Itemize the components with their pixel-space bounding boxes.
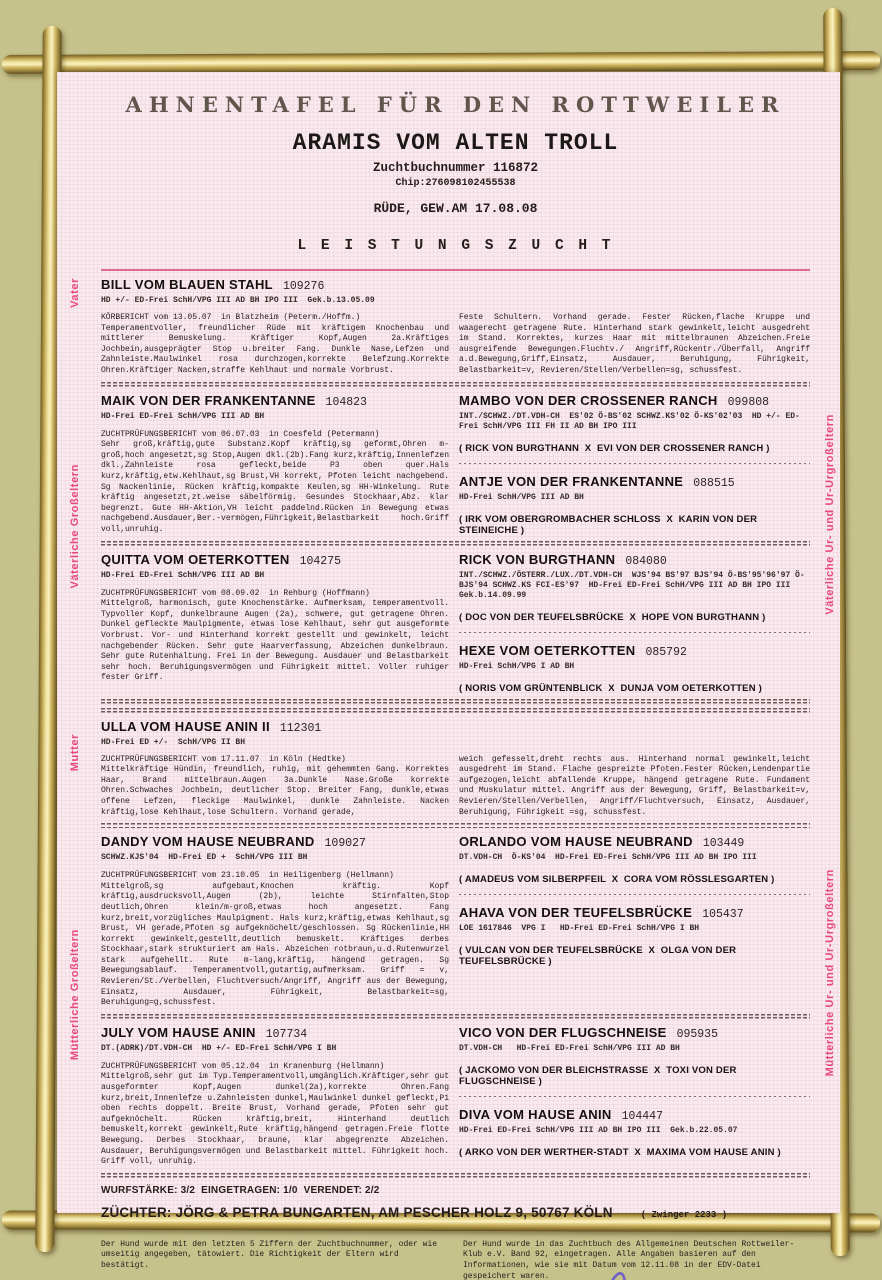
- ancestor-number: 107734: [265, 1027, 308, 1041]
- ancestor-number: 104823: [325, 395, 367, 409]
- breeding-class: L E I S T U N G S Z U C H T: [297, 238, 614, 254]
- separator-dotted: [459, 463, 810, 465]
- ancestor-titles: INT./SCHWZ./ÖSTERR./LUX./DT.VDH-CH WJS'94 BS'97 BJS'94 Ö-BS'95'96'97 Ö-BJS'94 SCHWZ.KS FCI-ES'97 HD-Frei ED-Frei SchH/VPG III AD BH IPO III Gek.b.14.09.99: [459, 570, 805, 600]
- ancestor-titles: SCHWZ.KJS'04 HD-Frei ED + SchH/VPG III BH: [101, 853, 308, 863]
- ancestor-name: QUITTA VOM OETERKOTTEN: [101, 551, 290, 567]
- ancestor-titles: INT./SCHWZ./DT.VDH-CH ES'02 Ö-BS'02 SCHWZ.KS'02 Ö-KS'02'03 HD +/- ED-Frei SchH/VPG III FH II AD BH IPO III: [459, 411, 800, 431]
- paper-content: [57, 72, 840, 1280]
- ancestor-parents: ( VULCAN VON DER TEUFELSBRÜCKE X OLGA VON DER TEUFELSBRÜCKE ): [459, 945, 740, 968]
- report-title: ZUCHTPRÜFUNGSBERICHT vom 06.07.03 in Coesfeld (Petermann): [101, 429, 380, 439]
- ancestor-parents: ( AMADEUS VOM SILBERPFEIL X CORA VOM RÖSSLESGARTEN ): [459, 874, 775, 886]
- separator-line: [101, 541, 810, 546]
- mother-report-left: Mittelkräftige Hündin, freundlich, ruhig, mit gehemmten Gang. Korrektes Haar, Brand mittelbraun.Augen 3a.Dunkle Nase.Große korrekte Ohren.Schwaches Jochbein, deutlicher Stop. Breiter Fang, dunkle,etwas offene Lefzen, fleckige Maulwinkel, dunkle Zahnleiste. Nacken kräftig,lose Kehlhaut,lose Schultern. Vorhand gerade,: [101, 765, 449, 817]
- mother-report-right: weich gefesselt,dreht rechts aus. Hinterhand normal gewinkelt,leicht ausgedreht im Stand. Flache gespreizte Pfoten.Fester Rücken,Lendenpartie aufgezogen,leicht abfallende Kruppe, hängend getragene Rute. Fundament und Muskulatur mittel. Angriff aus der Bewegung, Griff, Belastbarkeit=v, Revieren/Stellen/Verbellen, Angriff/Fluchtversuch, Einsatz, Ausdauer, Beruhigung, Führigkeit =sg, schussfest.: [459, 754, 810, 817]
- ancestor-number: 109027: [324, 837, 366, 851]
- ancestor-number: 104275: [299, 554, 342, 568]
- mother-header: [101, 718, 810, 736]
- ancestor-name: HEXE VOM OETERKOTTEN: [459, 642, 636, 658]
- father-name: BILL VOM BLAUEN STAHL: [101, 277, 273, 292]
- label-paternal-grandparents: Väterliche Großeltern: [69, 463, 81, 589]
- ancestor-number: 105437: [702, 908, 744, 922]
- great-grandparent-entry: [459, 833, 810, 885]
- label-mutter: Mutter: [69, 733, 81, 771]
- father-number: 109276: [282, 280, 325, 293]
- breeder-line: ZÜCHTER: JÖRG & PETRA BUNGARTEN, AM PESCHER HOLZ 9, 50767 KÖLN: [101, 1204, 613, 1220]
- father-titles: HD +/- ED-Frei SchH/VPG III AD BH IPO III Gek.b.13.05.09: [101, 296, 375, 305]
- label-paternal-greatgrandparents: Väterliche Ur- und Ur-Urgroßeltern: [824, 413, 836, 615]
- sex-birthdate: RÜDE, GEW.AM 17.08.08: [373, 201, 538, 216]
- mother-titles: HD-Frei ED +/- SchH/VPG II BH: [101, 737, 246, 747]
- ancestor-titles: HD-Frei SchH/VPG I AD BH: [459, 661, 575, 671]
- dog-name-main: ARAMIS VOM ALTEN TROLL: [292, 130, 619, 156]
- separator-line: [101, 382, 810, 387]
- section-maternal-grandfather: [101, 833, 810, 1009]
- great-grandparent-entry: [459, 473, 810, 536]
- ancestor-parents: ( NORIS VOM GRÜNTENBLICK X DUNJA VOM OETERKOTTEN ): [459, 682, 762, 694]
- father-report-left: Temperamentvoller, freundlicher Rüde mit kräftigem Knochenbau und mittlerer Bemuskelung. Kräftiger Kopf,Augen 2a.Kräftiges Jochbein,ausgeprägter Stop u.breiter Fang. Dunkle Nase,Lefzen und Zahnleiste.Maulwinkel rosa durchzogen,korrekte Belefzung.Korrekte Ohren.Kräftiger Nacken,straffe Kehlhaut und normale Vorbrust.: [101, 323, 449, 375]
- separator-line: [101, 1014, 810, 1019]
- label-maternal-grandparents: Mütterliche Großeltern: [69, 929, 81, 1061]
- ancestor-titles: HD-Frei ED-Frei SchH/VPG III AD BH IPO III Gek.b.22.05.07: [459, 1125, 738, 1135]
- ancestor-titles: DT.VDH-CH Ö-KS'04 HD-Frei ED-Frei SchH/VPG III AD BH IPO III: [459, 853, 757, 863]
- ancestor-name: JULY VOM HAUSE ANIN: [101, 1024, 256, 1040]
- mother-number: 112301: [279, 721, 322, 735]
- report-body: Sehr groß,kräftig,gute Substanz.Kopf kräftig,sg geformt,Ohren m-groß,hoch angesetzt,sg Stop,Augen dkl.(2b).Fang kurz,kräftig,Innenlefzen dkl.,Zahnleiste rosa gefleckt,beide P3 oben quer.Hals kurz,kräftig,etw.Kehlhaut,sg Brust,VH korrekt, Pfoten leicht nachgebend. Sg Nackenlinie, Rücken kräftig,kompakte Keulen,sg HH-Winkelung. Rute kräftig angesetzt,zt.weise säbelförmig. Gesundes Stockhaar,Abz. klar begrenzt. Gute HH-Aktion,VH leicht paddelnd.Rücken in Bewegung etwas nachgebend.Ausdauer,Ber.-vermögen,Führigkeit,Belastbarkeit hoch.Griff voll,unruhig.: [101, 440, 449, 534]
- certificate-title: AHNENTAFEL FÜR DEN ROTTWEILER: [125, 92, 786, 117]
- great-grandparent-entry: [459, 642, 810, 694]
- paternal-branch: [69, 392, 836, 694]
- ancestor-number: 085792: [645, 645, 687, 659]
- ancestor-titles: DT.VDH-CH HD-Frei ED-Frei SchH/VPG III AD BH: [459, 1043, 680, 1053]
- report-title: ZUCHTPRÜFUNGSBERICHT vom 08.09.02 in Rehburg (Hoffmann): [101, 588, 370, 598]
- ancestor-name: ORLANDO VOM HAUSE NEUBRAND: [459, 834, 693, 850]
- ancestor-name: VICO VON DER FLUGSCHNEISE: [459, 1024, 667, 1040]
- section-paternal-grandmother: [101, 551, 810, 694]
- frame-top-branch: [2, 51, 880, 74]
- studbook-note: Der Hund wurde in das Zuchtbuch des Allgemeinen Deutschen Rottweiler-Klub e.V. Band 92, eingetragen. Alle Angaben basieren auf den Informationen, wie sie mit Datum vom 12.11.08 in der EDV-Datei gespeichert waren.: [463, 1239, 795, 1280]
- separator-line: [101, 699, 810, 704]
- report-title: ZUCHTPRÜFUNGSBERICHT vom 05.12.04 in Kranenburg (Hellmann): [101, 1061, 385, 1071]
- separator-line: [101, 1173, 810, 1178]
- ancestor-name: ANTJE VON DER FRANKENTANNE: [459, 473, 684, 489]
- ancestor-number: 099808: [727, 395, 770, 409]
- tattoo-note: Der Hund wurde mit den letzten 5 Ziffern der Zuchtbuchnummer, oder wie umseitig angegeben, tätowiert. Die Richtigkeit der Eltern wird bestätigt.: [101, 1239, 438, 1270]
- ancestor-number: 103449: [702, 837, 745, 851]
- ancestor-parents: ( ARKO VON DER WERTHER-STADT X MAXIMA VOM HAUSE ANIN ): [459, 1146, 781, 1158]
- ancestor-name: MAIK VON DER FRANKENTANNE: [101, 392, 316, 408]
- ancestor-name: MAMBO VON DER CROSSENER RANCH: [459, 392, 718, 408]
- ancestor-name: DIVA VOM HAUSE ANIN: [459, 1106, 612, 1122]
- studbook-number: Zuchtbuchnummer 116872: [372, 161, 539, 175]
- father-report-right: Feste Schultern. Vorhand gerade. Fester Rücken,flache Kruppe und waagerecht getragene Rute. Hinterhand stark gewinkelt,leicht ausgedreht im Stand. Korrektes, kurzes Haar mit mittelbraunen Abzeichen.Freie ausgreifende Bewegungen.Fluchtv./ Angriff,Rückentr./Überfall, Angriff a.d.Bewegung,Griff,Einsatz, Ausdauer, Beruhigung, Führigkeit, Belastbarkeit=v, Revieren/Stellen/Verbellen=sg, schussfest.: [459, 313, 810, 375]
- label-vater: Vater: [69, 278, 81, 308]
- separator-line: [101, 708, 810, 713]
- section-paternal-grandfather: [101, 392, 810, 536]
- father-header: [101, 276, 810, 294]
- separator-dotted: [459, 632, 810, 634]
- section-father: [69, 276, 810, 377]
- report-body: Mittelgroß, harmonisch, gute Knochenstärke. Aufmerksam, temperamentvoll. Typvoller Kopf, dunkelbraune Augen (2a), schwere, gut getragene Ohren. Dunkel gefleckte Maulpigmente, etwas lose Kehlhaut, sehr gut ausgeformte Vorbrust. Vor- und Hinterhand korrekt gestellt und gewinkelt, leicht nachgebender Rücken. Sehr gute Haarverfassung, Abzeichen dunkelbraun. Sehr gute Rutenhaltung. Frei in der Bewegung. Ausdauer und Belastbarkeit sehr hoch. Beruhigungsvermögen und Führigkeit mittel. Voller ruhiger fester Griff.: [101, 599, 449, 683]
- separator-dotted: [459, 894, 810, 896]
- ancestor-name: DANDY VOM HAUSE NEUBRAND: [101, 834, 315, 850]
- ancestor-parents: ( JACKOMO VON DER BLEICHSTRASSE X TOXI VON DER FLUGSCHNEISE ): [459, 1064, 740, 1087]
- great-grandparent-entry: [459, 551, 810, 623]
- section-maternal-grandmother: [101, 1024, 810, 1168]
- ancestor-titles: HD-Frei ED-Frei SchH/VPG III AD BH: [101, 570, 265, 580]
- great-grandparent-entry: [459, 1024, 810, 1087]
- ancestor-name: AHAVA VON DER TEUFELSBRÜCKE: [459, 905, 693, 921]
- ancestor-parents: ( RICK VON BURGTHANN X EVI VON DER CROSSENER RANCH ): [459, 442, 770, 454]
- ancestor-titles: HD-Frei SchH/VPG III AD BH: [459, 492, 584, 502]
- chip-number: Chip:276098102455538: [395, 178, 516, 189]
- pedigree-paper: [57, 72, 840, 1280]
- ancestor-name: RICK VON BURGTHANN: [459, 551, 616, 567]
- litter-statistics: WURFSTÄRKE: 3/2 EINGETRAGEN: 1/0 VERENDET: 2/2: [101, 1184, 380, 1196]
- section-mother: [69, 718, 810, 819]
- great-grandparent-entry: [459, 904, 810, 967]
- maternal-branch: [69, 833, 836, 1168]
- ancestor-number: 084080: [625, 554, 667, 568]
- report-title: ZUCHTPRÜFUNGSBERICHT vom 23.10.05 in Heiligenberg (Hellmann): [101, 871, 394, 881]
- ancestor-parents: ( DOC VON DER TEUFELSBRÜCKE X HOPE VON BURGTHANN ): [459, 611, 766, 623]
- report-body: Mittelgroß,sehr gut im Typ.Temperamentvoll,umgänglich.Kräftiger,sehr gut ausgeformter Kopf,Augen dunkel(2a),korrekte Ohren.Fang kurz,breit,Innenlefze u.Zahnleisten dunkel,Maulwinkel dunkel gefleckt,P1 oben rechts doppelt. Breite Brust, Vorhand gerade, Pfoten sehr gut aufgeknöchelt. Rücken kräftig,breit, Hinterhand deutlich bemuskelt,korrekt gewinkelt,Rute kräftig,hängend getragen.Freie flotte Bewegung. Derbes Stockhaar, braune, klar abgegrenzte Abzeichen. Ausdauer, Beruhigungsvermögen und Belastbarkeit mittel. Führigkeit hoch. Griff voll, unruhig.: [101, 1072, 449, 1167]
- mother-name: ULLA VOM HAUSE ANIN II: [101, 718, 270, 734]
- great-grandparent-entry: [459, 392, 810, 454]
- kennel-number: ( Zwinger 2233 ): [640, 1209, 728, 1220]
- ancestor-parents: ( IRK VOM OBERGROMBACHER SCHLOSS X KARIN VON DER STEINEICHE ): [459, 513, 761, 536]
- separator-line: [101, 823, 810, 828]
- separator-dotted: [459, 1096, 810, 1098]
- ancestor-number: 095935: [676, 1027, 718, 1041]
- father-report-title: KÖRBERICHT vom 13.05.07 in Blatzheim (Peterm./Hoffm.): [101, 313, 361, 322]
- ancestor-titles: LOE 1617846 VPG I HD-Frei ED-Frei SchH/VPG I BH: [459, 924, 700, 934]
- ancestor-titles: HD-Frei ED-Frei SchH/VPG III AD BH: [101, 411, 265, 421]
- ancestor-titles: DT.(ADRK)/DT.VDH-CH HD +/- ED-Frei SchH/VPG I BH: [101, 1043, 337, 1053]
- ancestor-number: 088515: [693, 476, 735, 490]
- mother-report-title: ZUCHTPRÜFUNGSBERICHT vom 17.11.07 in Köln (Hedtke): [101, 754, 346, 764]
- ancestor-number: 104447: [621, 1109, 663, 1123]
- report-body: Mittelgroß,sg aufgebaut,Knochen kräftig. Kopf kräftig,ausdrucksvoll,Augen (2b), leichte Stirnfalten,Stop deutlich,Ohren klein/m-groß,etwas hoch angesetzt. Fang kurz,breit,vorzügliches Maulpigment. Hals kurz,kräftig,etwas Kehlhaut,sg Brust, VH gerade,Pfoten sg aufgeknöchelt/geschlossen. Sg Rückenlinie,HH korrekt gewinkelt,gestellt,deutlich bemuskelt. Kräftiges derbes Stockhaar,stark strukturiert am Hals. Abzeichen rotbraun,u.d.Rutenwurzel stark aufgehellt. Rute m-lang,kräftig, hängend getragen. Sg Bewegungsablauf. Temperamentvoll,gutartig,aufmerksam. Griff = v, Revieren/St./Verbellen, Fluchtversuch/Angriff, Angriff aus der Bewegung, Einsatz, Ausdauer, Führigkeit, Belastbarkeit=sg, Beruhigung=g,schussfest.: [101, 881, 449, 1008]
- label-maternal-greatgrandparents: Mütterliche Ur- und Ur-Urgroßeltern: [824, 869, 836, 1077]
- great-grandparent-entry: [459, 1106, 810, 1158]
- red-divider: [101, 269, 810, 271]
